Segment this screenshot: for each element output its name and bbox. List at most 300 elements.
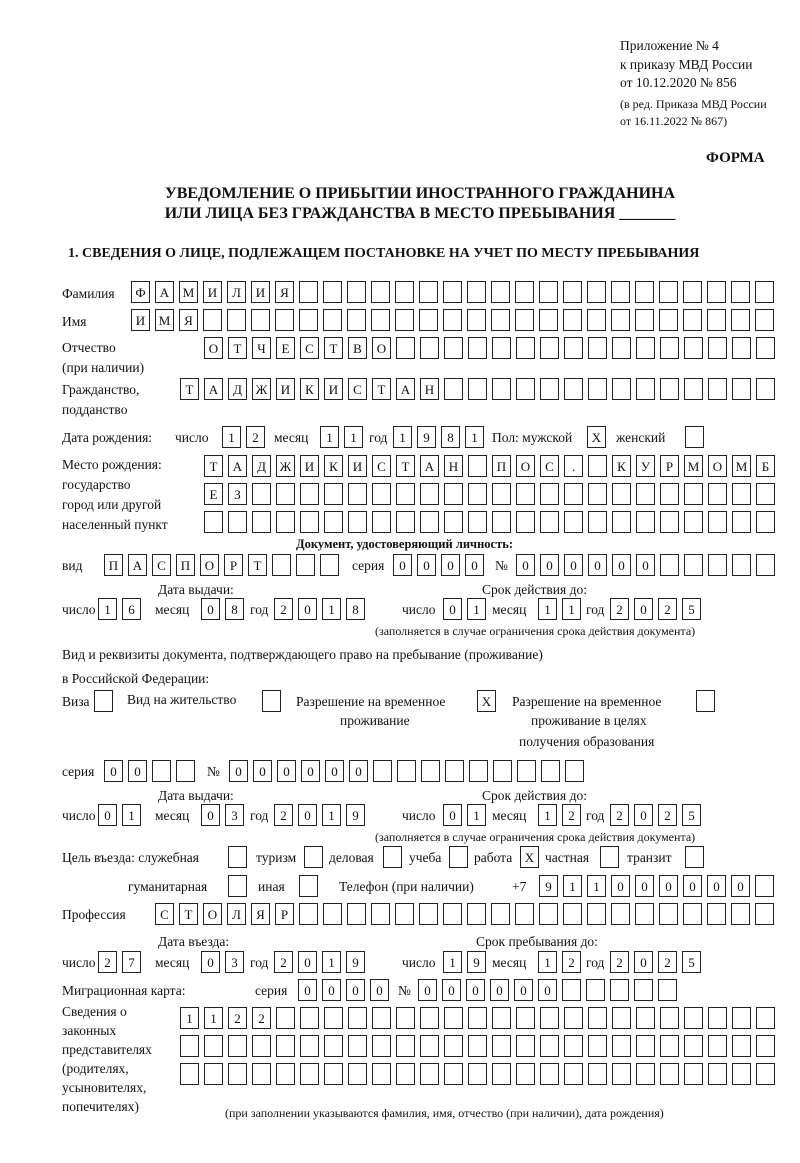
char-box[interactable]: 5	[682, 804, 701, 826]
char-box[interactable]	[540, 1063, 559, 1085]
char-box[interactable]	[562, 979, 581, 1001]
char-box[interactable]	[731, 309, 750, 331]
char-box[interactable]	[588, 511, 607, 533]
issue-year-field[interactable]	[274, 598, 365, 620]
char-box[interactable]	[539, 281, 558, 303]
char-box[interactable]	[323, 903, 342, 925]
char-box[interactable]: 2	[274, 804, 293, 826]
char-box[interactable]	[420, 337, 439, 359]
char-box[interactable]: А	[128, 554, 147, 576]
edu-permit-checkbox[interactable]	[696, 690, 715, 712]
char-box[interactable]: О	[203, 903, 222, 925]
char-box[interactable]: 0	[516, 554, 535, 576]
char-box[interactable]: О	[200, 554, 219, 576]
char-box[interactable]: 0	[659, 875, 678, 897]
char-box[interactable]: О	[204, 337, 223, 359]
char-box[interactable]	[731, 281, 750, 303]
char-box[interactable]	[299, 281, 318, 303]
char-box[interactable]: 0	[634, 804, 653, 826]
char-box[interactable]: Н	[444, 455, 463, 477]
char-box[interactable]	[348, 511, 367, 533]
char-box[interactable]	[756, 378, 775, 400]
char-box[interactable]	[492, 378, 511, 400]
char-box[interactable]	[636, 378, 655, 400]
char-box[interactable]	[708, 511, 727, 533]
char-box[interactable]	[396, 337, 415, 359]
char-box[interactable]: 1	[204, 1007, 223, 1029]
char-box[interactable]: 1	[587, 875, 606, 897]
char-box[interactable]	[517, 760, 536, 782]
char-box[interactable]	[685, 426, 704, 448]
char-box[interactable]: 2	[658, 598, 677, 620]
char-box[interactable]: Я	[251, 903, 270, 925]
char-box[interactable]	[755, 903, 774, 925]
char-box[interactable]	[300, 1035, 319, 1057]
char-box[interactable]: У	[636, 455, 655, 477]
char-box[interactable]	[468, 511, 487, 533]
char-box[interactable]	[540, 1007, 559, 1029]
char-box[interactable]: 2	[98, 951, 117, 973]
issue-day-field[interactable]	[98, 804, 141, 826]
char-box[interactable]	[588, 1035, 607, 1057]
char-box[interactable]	[660, 554, 679, 576]
char-box[interactable]	[696, 690, 715, 712]
char-box[interactable]	[469, 760, 488, 782]
char-box[interactable]	[419, 903, 438, 925]
doc-number-field[interactable]	[516, 554, 775, 576]
char-box[interactable]	[449, 846, 468, 868]
char-box[interactable]	[468, 378, 487, 400]
char-box[interactable]	[276, 1035, 295, 1057]
char-box[interactable]	[420, 1007, 439, 1029]
char-box[interactable]	[324, 483, 343, 505]
char-box[interactable]	[635, 903, 654, 925]
valid-day-field[interactable]	[443, 598, 486, 620]
char-box[interactable]	[347, 309, 366, 331]
char-box[interactable]	[516, 1007, 535, 1029]
char-box[interactable]: 0	[298, 951, 317, 973]
char-box[interactable]	[539, 309, 558, 331]
char-box[interactable]	[636, 511, 655, 533]
char-box[interactable]	[300, 483, 319, 505]
char-box[interactable]	[755, 875, 774, 897]
char-box[interactable]	[204, 1035, 223, 1057]
representatives-field[interactable]	[180, 1035, 775, 1057]
char-box[interactable]: Т	[179, 903, 198, 925]
char-box[interactable]: 2	[562, 951, 581, 973]
char-box[interactable]	[660, 1063, 679, 1085]
char-box[interactable]	[515, 281, 534, 303]
char-box[interactable]	[755, 309, 774, 331]
stay-series-field[interactable]	[104, 760, 195, 782]
char-box[interactable]: 0	[441, 554, 460, 576]
char-box[interactable]	[588, 455, 607, 477]
char-box[interactable]	[468, 455, 487, 477]
char-box[interactable]: И	[300, 455, 319, 477]
char-box[interactable]	[444, 483, 463, 505]
char-box[interactable]: Д	[252, 455, 271, 477]
char-box[interactable]	[659, 281, 678, 303]
char-box[interactable]	[732, 483, 751, 505]
visa-checkbox[interactable]	[94, 690, 113, 712]
char-box[interactable]: 9	[346, 804, 365, 826]
char-box[interactable]: 1	[322, 804, 341, 826]
char-box[interactable]	[348, 1007, 367, 1029]
char-box[interactable]: Р	[224, 554, 243, 576]
char-box[interactable]: X	[520, 846, 539, 868]
birthplace-field[interactable]	[204, 511, 775, 533]
char-box[interactable]	[564, 511, 583, 533]
char-box[interactable]	[588, 378, 607, 400]
valid-year-field[interactable]	[610, 804, 701, 826]
char-box[interactable]	[324, 511, 343, 533]
char-box[interactable]: 1	[538, 951, 557, 973]
char-box[interactable]: С	[155, 903, 174, 925]
char-box[interactable]: 0	[301, 760, 320, 782]
work-checkbox[interactable]	[520, 846, 539, 868]
char-box[interactable]	[634, 979, 653, 1001]
char-box[interactable]: 2	[274, 598, 293, 620]
char-box[interactable]	[732, 1063, 751, 1085]
char-box[interactable]: .	[564, 455, 583, 477]
char-box[interactable]	[732, 511, 751, 533]
char-box[interactable]: 9	[467, 951, 486, 973]
char-box[interactable]	[539, 903, 558, 925]
private-checkbox[interactable]	[600, 846, 619, 868]
char-box[interactable]	[516, 511, 535, 533]
char-box[interactable]	[660, 1035, 679, 1057]
issue-year-field[interactable]	[274, 804, 365, 826]
char-box[interactable]	[563, 309, 582, 331]
char-box[interactable]: 2	[274, 951, 293, 973]
char-box[interactable]: М	[732, 455, 751, 477]
char-box[interactable]	[276, 483, 295, 505]
char-box[interactable]: 1	[222, 426, 241, 448]
name-field[interactable]	[131, 309, 774, 331]
char-box[interactable]: 2	[658, 804, 677, 826]
char-box[interactable]	[228, 1063, 247, 1085]
char-box[interactable]: О	[372, 337, 391, 359]
char-box[interactable]	[491, 281, 510, 303]
char-box[interactable]	[636, 1035, 655, 1057]
char-box[interactable]	[421, 760, 440, 782]
char-box[interactable]: И	[276, 378, 295, 400]
char-box[interactable]	[228, 1035, 247, 1057]
valid-month-field[interactable]	[538, 804, 581, 826]
char-box[interactable]: И	[251, 281, 270, 303]
char-box[interactable]: И	[131, 309, 150, 331]
representatives-field[interactable]	[180, 1007, 775, 1029]
char-box[interactable]	[373, 760, 392, 782]
transit-checkbox[interactable]	[685, 846, 704, 868]
char-box[interactable]: 1	[562, 598, 581, 620]
char-box[interactable]	[636, 483, 655, 505]
char-box[interactable]	[443, 309, 462, 331]
char-box[interactable]	[444, 511, 463, 533]
char-box[interactable]: 1	[393, 426, 412, 448]
char-box[interactable]	[444, 1035, 463, 1057]
char-box[interactable]: М	[179, 281, 198, 303]
char-box[interactable]	[612, 1035, 631, 1057]
char-box[interactable]	[176, 760, 195, 782]
char-box[interactable]	[492, 1007, 511, 1029]
char-box[interactable]: 0	[201, 598, 220, 620]
char-box[interactable]	[371, 903, 390, 925]
valid-day-field[interactable]	[443, 804, 486, 826]
char-box[interactable]	[515, 903, 534, 925]
char-box[interactable]: Л	[227, 281, 246, 303]
char-box[interactable]: 2	[562, 804, 581, 826]
char-box[interactable]: И	[203, 281, 222, 303]
char-box[interactable]: 1	[563, 875, 582, 897]
char-box[interactable]: С	[540, 455, 559, 477]
char-box[interactable]	[707, 281, 726, 303]
char-box[interactable]	[300, 1063, 319, 1085]
char-box[interactable]	[348, 1063, 367, 1085]
char-box[interactable]	[443, 281, 462, 303]
phone-field[interactable]	[539, 875, 774, 897]
char-box[interactable]: О	[708, 455, 727, 477]
char-box[interactable]	[395, 903, 414, 925]
other-checkbox[interactable]	[299, 875, 318, 897]
char-box[interactable]: Ч	[252, 337, 271, 359]
char-box[interactable]	[516, 337, 535, 359]
char-box[interactable]: 8	[346, 598, 365, 620]
char-box[interactable]	[467, 281, 486, 303]
char-box[interactable]	[468, 483, 487, 505]
char-box[interactable]	[204, 1063, 223, 1085]
char-box[interactable]: А	[396, 378, 415, 400]
char-box[interactable]	[683, 309, 702, 331]
char-box[interactable]	[227, 309, 246, 331]
char-box[interactable]	[492, 483, 511, 505]
char-box[interactable]: 8	[225, 598, 244, 620]
char-box[interactable]	[756, 483, 775, 505]
char-box[interactable]: М	[684, 455, 703, 477]
char-box[interactable]	[611, 281, 630, 303]
char-box[interactable]: 1	[322, 598, 341, 620]
profession-field[interactable]	[155, 903, 774, 925]
char-box[interactable]	[228, 875, 247, 897]
char-box[interactable]: 9	[417, 426, 436, 448]
char-box[interactable]	[612, 483, 631, 505]
char-box[interactable]	[611, 309, 630, 331]
char-box[interactable]: 8	[441, 426, 460, 448]
char-box[interactable]	[348, 1035, 367, 1057]
char-box[interactable]: 0	[253, 760, 272, 782]
char-box[interactable]: Ж	[252, 378, 271, 400]
char-box[interactable]: И	[324, 378, 343, 400]
char-box[interactable]	[180, 1035, 199, 1057]
official-checkbox[interactable]	[228, 846, 247, 868]
char-box[interactable]: 0	[588, 554, 607, 576]
char-box[interactable]	[300, 511, 319, 533]
char-box[interactable]	[636, 337, 655, 359]
char-box[interactable]: 0	[443, 804, 462, 826]
char-box[interactable]	[541, 760, 560, 782]
char-box[interactable]	[564, 483, 583, 505]
char-box[interactable]: П	[176, 554, 195, 576]
char-box[interactable]	[708, 483, 727, 505]
char-box[interactable]: Ф	[131, 281, 150, 303]
char-box[interactable]	[564, 1035, 583, 1057]
char-box[interactable]: 0	[442, 979, 461, 1001]
char-box[interactable]: 2	[228, 1007, 247, 1029]
char-box[interactable]	[396, 483, 415, 505]
char-box[interactable]: 0	[349, 760, 368, 782]
char-box[interactable]	[491, 309, 510, 331]
char-box[interactable]	[299, 875, 318, 897]
char-box[interactable]: 2	[610, 951, 629, 973]
char-box[interactable]: 9	[539, 875, 558, 897]
temp-permit-checkbox[interactable]	[477, 690, 496, 712]
char-box[interactable]: 0	[635, 875, 654, 897]
char-box[interactable]: Т	[324, 337, 343, 359]
char-box[interactable]: 0	[325, 760, 344, 782]
char-box[interactable]	[323, 309, 342, 331]
char-box[interactable]	[420, 1063, 439, 1085]
char-box[interactable]: 0	[611, 875, 630, 897]
char-box[interactable]	[600, 846, 619, 868]
char-box[interactable]	[180, 1063, 199, 1085]
char-box[interactable]	[252, 1035, 271, 1057]
char-box[interactable]	[320, 554, 339, 576]
char-box[interactable]	[299, 903, 318, 925]
char-box[interactable]: 0	[538, 979, 557, 1001]
char-box[interactable]	[684, 1035, 703, 1057]
char-box[interactable]	[586, 979, 605, 1001]
char-box[interactable]: 1	[467, 804, 486, 826]
char-box[interactable]: 0	[104, 760, 123, 782]
char-box[interactable]: 1	[467, 598, 486, 620]
char-box[interactable]: 0	[346, 979, 365, 1001]
char-box[interactable]	[684, 337, 703, 359]
char-box[interactable]: С	[152, 554, 171, 576]
char-box[interactable]: 1	[344, 426, 363, 448]
char-box[interactable]	[684, 1063, 703, 1085]
char-box[interactable]: О	[516, 455, 535, 477]
char-box[interactable]	[276, 511, 295, 533]
char-box[interactable]	[708, 1007, 727, 1029]
char-box[interactable]: 3	[225, 804, 244, 826]
char-box[interactable]	[94, 690, 113, 712]
doc-type-field[interactable]	[104, 554, 339, 576]
char-box[interactable]	[468, 1063, 487, 1085]
char-box[interactable]	[228, 846, 247, 868]
char-box[interactable]: Л	[227, 903, 246, 925]
char-box[interactable]: 0	[465, 554, 484, 576]
char-box[interactable]	[420, 511, 439, 533]
char-box[interactable]	[203, 309, 222, 331]
char-box[interactable]: 0	[612, 554, 631, 576]
char-box[interactable]	[304, 846, 323, 868]
char-box[interactable]	[707, 309, 726, 331]
char-box[interactable]: 0	[201, 804, 220, 826]
char-box[interactable]	[372, 483, 391, 505]
char-box[interactable]	[658, 979, 677, 1001]
char-box[interactable]	[708, 1063, 727, 1085]
char-box[interactable]: Т	[204, 455, 223, 477]
char-box[interactable]: 0	[443, 598, 462, 620]
char-box[interactable]: Д	[228, 378, 247, 400]
birthplace-field[interactable]	[204, 483, 775, 505]
char-box[interactable]	[252, 483, 271, 505]
char-box[interactable]: 0	[634, 951, 653, 973]
char-box[interactable]	[299, 309, 318, 331]
char-box[interactable]	[660, 511, 679, 533]
char-box[interactable]	[540, 337, 559, 359]
char-box[interactable]	[491, 903, 510, 925]
char-box[interactable]	[685, 846, 704, 868]
char-box[interactable]	[348, 483, 367, 505]
char-box[interactable]: 3	[225, 951, 244, 973]
char-box[interactable]: 0	[418, 979, 437, 1001]
char-box[interactable]: 0	[393, 554, 412, 576]
char-box[interactable]	[396, 1007, 415, 1029]
entry-month-field[interactable]	[201, 951, 244, 973]
char-box[interactable]: Е	[204, 483, 223, 505]
char-box[interactable]: 6	[122, 598, 141, 620]
char-box[interactable]: Я	[275, 281, 294, 303]
char-box[interactable]: А	[204, 378, 223, 400]
business-checkbox[interactable]	[383, 846, 402, 868]
char-box[interactable]: 0	[298, 804, 317, 826]
char-box[interactable]: С	[372, 455, 391, 477]
char-box[interactable]	[516, 1063, 535, 1085]
char-box[interactable]	[564, 378, 583, 400]
char-box[interactable]: А	[228, 455, 247, 477]
char-box[interactable]	[396, 1063, 415, 1085]
char-box[interactable]	[707, 903, 726, 925]
char-box[interactable]: А	[420, 455, 439, 477]
char-box[interactable]	[396, 1035, 415, 1057]
char-box[interactable]	[684, 1007, 703, 1029]
char-box[interactable]	[635, 309, 654, 331]
issue-month-field[interactable]	[201, 598, 244, 620]
char-box[interactable]	[397, 760, 416, 782]
char-box[interactable]: Т	[180, 378, 199, 400]
char-box[interactable]	[372, 1007, 391, 1029]
char-box[interactable]	[755, 281, 774, 303]
char-box[interactable]	[276, 1007, 295, 1029]
char-box[interactable]	[396, 511, 415, 533]
char-box[interactable]: Б	[756, 455, 775, 477]
stay-day-field[interactable]	[443, 951, 486, 973]
char-box[interactable]	[228, 511, 247, 533]
char-box[interactable]	[443, 903, 462, 925]
char-box[interactable]: 0	[490, 979, 509, 1001]
char-box[interactable]	[732, 337, 751, 359]
char-box[interactable]: 0	[370, 979, 389, 1001]
char-box[interactable]	[420, 1035, 439, 1057]
char-box[interactable]	[659, 309, 678, 331]
stay-number-field[interactable]	[229, 760, 584, 782]
char-box[interactable]	[296, 554, 315, 576]
char-box[interactable]	[323, 281, 342, 303]
char-box[interactable]	[756, 337, 775, 359]
surname-field[interactable]	[131, 281, 774, 303]
char-box[interactable]	[756, 1035, 775, 1057]
char-box[interactable]	[756, 1007, 775, 1029]
char-box[interactable]: 1	[98, 598, 117, 620]
char-box[interactable]: И	[348, 455, 367, 477]
char-box[interactable]	[540, 483, 559, 505]
char-box[interactable]: З	[228, 483, 247, 505]
birthplace-field[interactable]	[204, 455, 775, 477]
char-box[interactable]: Н	[420, 378, 439, 400]
char-box[interactable]	[372, 1035, 391, 1057]
char-box[interactable]	[324, 1063, 343, 1085]
